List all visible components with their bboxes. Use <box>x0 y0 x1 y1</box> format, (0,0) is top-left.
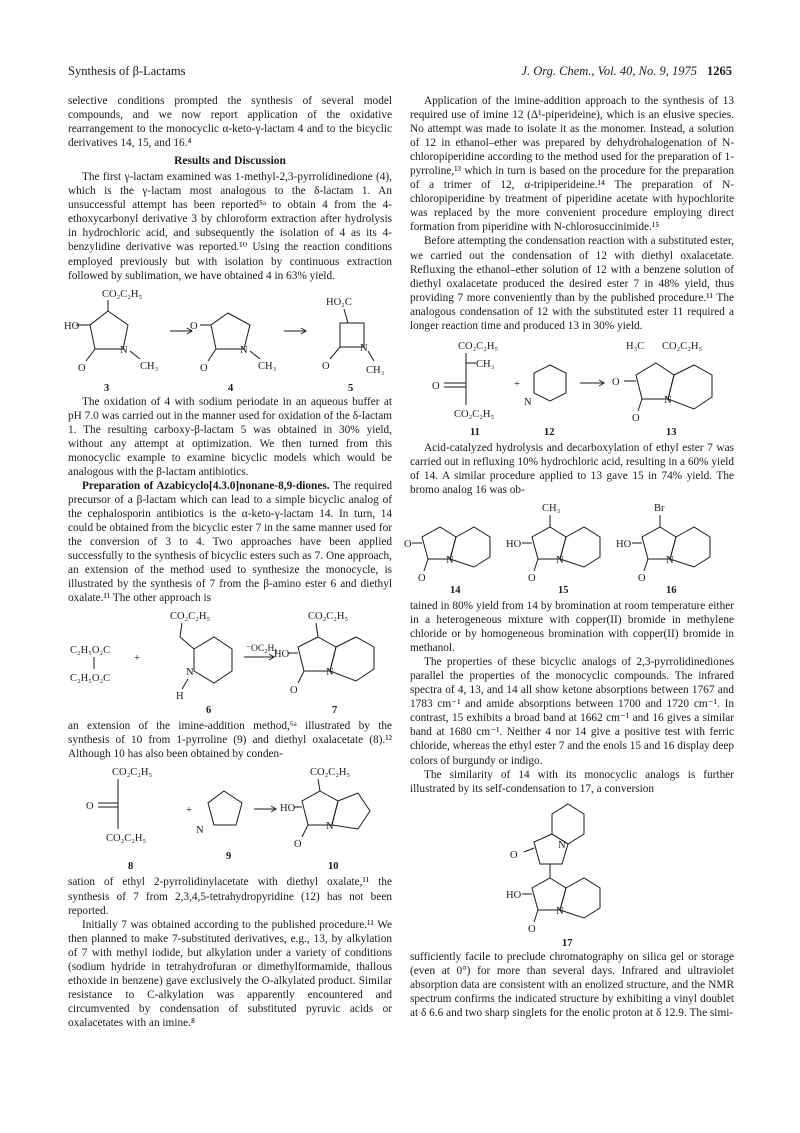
running-title: Synthesis of β-Lactams <box>68 64 186 78</box>
atom-label: HO <box>506 538 522 550</box>
substituent-label: CO₂C₂H₅ <box>458 340 499 352</box>
substituent-label: CO₂C₂H₅ <box>310 767 351 779</box>
atom-label: O <box>638 572 646 584</box>
scheme-3-4-5 <box>64 285 392 394</box>
compound-number: 4 <box>228 382 234 394</box>
paragraph: an extension of the imine-addition method,⁶ᵃ illustrated by the synthesis of 10 from 1-pyrroline (9) and diethyl oxalacetate (8).¹² Although 10 has also been obtained by conden- <box>68 720 392 761</box>
scheme-6-7 <box>68 607 392 717</box>
atom-label: N <box>186 667 194 679</box>
right-column <box>404 94 734 1020</box>
atom-label: HO <box>274 649 290 661</box>
atom-label: HO <box>506 889 522 901</box>
substituent-label: CH₃ <box>476 358 495 370</box>
compound-number: 14 <box>450 584 461 596</box>
paragraph: Application of the imine-addition approach to the synthesis of 13 required use of imine 12 (Δ¹-piperideine), which is an elusive species. No attempt was made to isolate it as the monomer. Instead, a solution of 12 in ethanol–ether was prepared by dehydrohalogenation of N-chloropiperidine according to the method used for the preparation of 1-pyrroline,¹³ which in turn is based on the procedure for the preparation of a trimer of 12, α-tripiperideine.¹⁴ The preparation of N-chloropiperidine by treatment of piperidine acetate with hypochlorite was replaced by the more convenient procedure employing direct formation from piperidine with N-chlorosuccinimide.¹⁵ <box>410 95 734 234</box>
substituent-label: CO₂C₂H₅ <box>170 611 211 623</box>
substituent-label: CO₂C₂H₅ <box>102 288 143 300</box>
atom-label: O <box>200 362 208 374</box>
substituent-label: HO₂C <box>326 296 352 308</box>
compound-number: 6 <box>206 705 212 717</box>
scheme-11-12-13 <box>410 335 734 439</box>
atom-label: O <box>432 380 440 392</box>
paragraph: The required precursor of a β-lactam which can lead to a simple bicyclic analog of the cephalosporin antibiotics is the α-keto-γ-lactam 14. In turn, 14 could be obtained from the bicyclic ester 7 in the same manner used for the conversion of 3 to 4. Two approaches have been applied successfully to the synthesis of bicyclic esters such as 7. One approach, an extension of the method used to synthesize the monocycle, is illustrated by the synthesis of 7 from the β-amino ester 6 and diethyl oxalate.¹¹ The other approach is <box>68 479 392 605</box>
atom-label: N <box>664 394 672 406</box>
plus-sign: + <box>186 805 192 817</box>
substituent-label: CH₃ <box>258 360 277 372</box>
substituent-label: H₃C <box>626 340 645 352</box>
plus-sign: + <box>134 653 140 665</box>
atom-label: HO <box>280 803 296 815</box>
atom-label: O <box>294 839 302 851</box>
paragraph: Before attempting the condensation reaction with a substituted ester, we carried out the condensation of 12 with diethyl oxalacetate. Refluxing the ethanol–ether solution of 12 with a benzene solution of diethyl oxalacetate produced the desired ester 7 in 48% yield, thus providing 7 more conveniently than by the published procedure.¹¹ The analogous condensation of 12 with the substituted ester 11 required a longer reaction time and produced 13 in 30% yield. <box>410 235 734 332</box>
atom-label: O <box>612 376 620 388</box>
atom-label: O <box>86 801 94 813</box>
substituent-label: CO₂C₂H₅ <box>662 340 703 352</box>
atom-label: O <box>528 572 536 584</box>
substituent-label: CO₂C₂H₅ <box>112 767 153 779</box>
atom-label: N <box>446 554 454 566</box>
substituent-label: C₂H₅O₂C <box>70 673 111 685</box>
journal-citation: J. Org. Chem., Vol. 40, No. 9, 1975 <box>521 64 697 78</box>
paragraph: Initially 7 was obtained according to the published procedure.¹¹ We then planned to make 7-substituted derivatives, e.g., 13, by alkylation of 7 with methyl iodide, but alkylation under a variety of conditions (sodium hydride in tetrahydrofuran or dimethylformamide, thallous ethoxide in benzene) gave exclusively the O-alkylated product. Similar resistance to C-alkylation was apparently encountered and circumvented by condensation of substituted pyruvic acids or oxalacetates with an imine.⁸ <box>68 918 392 1029</box>
atom-label: O <box>510 849 518 861</box>
atom-label: HO <box>64 320 80 332</box>
scheme-8-9-10 <box>68 763 392 873</box>
compound-number: 9 <box>226 851 232 863</box>
substituent-label: CH₃ <box>542 502 561 514</box>
atom-label: N <box>558 839 566 851</box>
compound-number: 11 <box>470 426 480 438</box>
atom-label: N <box>240 344 248 356</box>
substituent-label: CO₂C₂H₅ <box>106 833 147 845</box>
substituent-label: CH₃ <box>140 360 159 372</box>
substituent-label: CO₂C₂H₅ <box>454 408 495 420</box>
compound-number: 13 <box>666 426 677 438</box>
reagent-label: ⁻OC₂H₅ <box>246 644 278 655</box>
compound-number: 5 <box>348 382 354 394</box>
atom-label: O <box>78 362 86 374</box>
atom-label: N <box>666 554 674 566</box>
journal-header <box>521 64 732 79</box>
atom-label: N <box>524 396 532 408</box>
atom-label: N <box>326 821 334 833</box>
atom-label: O <box>290 685 298 697</box>
paragraph: The similarity of 14 with its monocyclic analogs is further illustrated by its self-condensation to 17, a conversion <box>410 768 734 795</box>
scheme-17 <box>410 798 734 948</box>
plus-sign: + <box>514 378 520 390</box>
compound-number: 12 <box>544 426 555 438</box>
paragraph: sation of ethyl 2-pyrrolidinylacetate with diethyl oxalate,¹¹ the synthesis of 7 from 2,3,4,5-tetrahydropyridine (12) has not been reported. <box>68 876 392 917</box>
paragraph: selective conditions prompted the synthesis of several model compounds, and we now report application of the oxidative rearrangement to the monocyclic α-keto-γ-lactam 4 and to the bicyclic derivatives 14, 15, and 16.⁴ <box>68 95 392 150</box>
subsection-heading: Preparation of Azabicyclo[4.3.0]nonane-8,9-diones. <box>82 479 330 492</box>
atom-label: H <box>176 691 184 703</box>
scheme-14-15-16 <box>404 499 734 597</box>
compound-number: 7 <box>332 705 338 717</box>
atom-label: N <box>360 342 368 354</box>
atom-label: O <box>418 572 426 584</box>
atom-label: N <box>556 905 564 917</box>
paragraph: The properties of these bicyclic analogs of 2,3-pyrrolidinediones parallel the properties of the monocyclic compounds. The infrared spectra of 4, 13, and 14 all show ketone absorptions between 1767 and 1783 cm⁻¹ and amide absorptions between 1700 and 1720 cm⁻¹. In contrast, 15 exhibits a broad band at 1662 cm⁻¹ and 16 gives a similar band at 1680 cm⁻¹. Neither 4 nor 14 give a positive test with ferric chloride, whereas the ethyl ester 7 and the enols 15 and 16 display deep colors of burgundy or indigo. <box>410 656 734 767</box>
page-number: 1265 <box>707 64 732 78</box>
atom-label: N <box>556 554 564 566</box>
substituent-label: CO₂C₂H₅ <box>308 611 349 623</box>
substituent-label: CH₃ <box>366 364 385 376</box>
atom-label: O <box>528 923 536 935</box>
paragraph: tained in 80% yield from 14 by bromination at room temperature either in a heterogeneous mixture with copper(II) bromide in methylene chloride or by homogeneous bromination with copper(II) bromide in methanol. <box>410 599 734 655</box>
compound-number: 17 <box>562 937 573 949</box>
substituent-label: Br <box>654 502 665 514</box>
compound-number: 3 <box>104 382 110 394</box>
atom-label: O <box>190 320 198 332</box>
atom-label: N <box>326 667 334 679</box>
compound-number: 10 <box>328 861 339 873</box>
atom-label: O <box>632 412 640 424</box>
atom-label: N <box>196 825 204 837</box>
atom-label: O <box>404 538 412 550</box>
paragraph: The oxidation of 4 with sodium periodate in an aqueous buffer at pH 7.0 was carried out in the manner used for oxidation of the δ-lactam 1. The resulting carboxy-β-lactam 5 was obtained in 30% yield, without any attempt at optimization. We then turned from this monocyclic example to examine bicyclic models which would be analogous with the β-lactam antibiotics. <box>68 395 392 478</box>
left-column <box>64 94 392 1030</box>
paragraph: Acid-catalyzed hydrolysis and decarboxylation of ethyl ester 7 was carried out in refluxing 10% hydrochloric acid, resulting in a 60% yield of 14. A similar procedure applied to 13 gave 15 in 74% yield. The bromo analog 16 was ob- <box>410 441 734 496</box>
compound-number: 16 <box>666 584 677 596</box>
atom-label: O <box>322 360 330 372</box>
atom-label: N <box>120 344 128 356</box>
substituent-label: C₂H₅O₂C <box>70 645 111 657</box>
compound-number: 15 <box>558 584 569 596</box>
paragraph: sufficiently facile to preclude chromatography on silica gel or storage (even at 0°) for more than several days. Infrared and ultraviolet absorption data are consistent with an enolized structure, and the NMR spectrum confirms the indicated structure by exhibiting a vinyl doublet at δ 6.6 and two sharp singlets for the enolic proton at δ 12.9. The simi- <box>410 950 734 1019</box>
section-heading: Results and Discussion <box>174 155 286 168</box>
atom-label: HO <box>616 538 632 550</box>
compound-number: 8 <box>128 861 134 873</box>
paragraph: The first γ-lactam examined was 1-methyl-2,3-pyrrolidinedione (4), which is the γ-lactam most analogous to the δ-lactam 1. An unsuccessful attempt has been reported⁵ᵃ to obtain 4 from the 4-ethoxycarbonyl derivative 3 by chloroform extraction after hydrolysis in hydrochloric acid, and subsequently the isolation of 4 as its 4-benzylidine derivative was reported.¹⁰ Using the reaction conditions employed previously but with isolation by continuous extraction followed by sublimation, we have obtained 4 in 63% yield. <box>68 171 392 282</box>
